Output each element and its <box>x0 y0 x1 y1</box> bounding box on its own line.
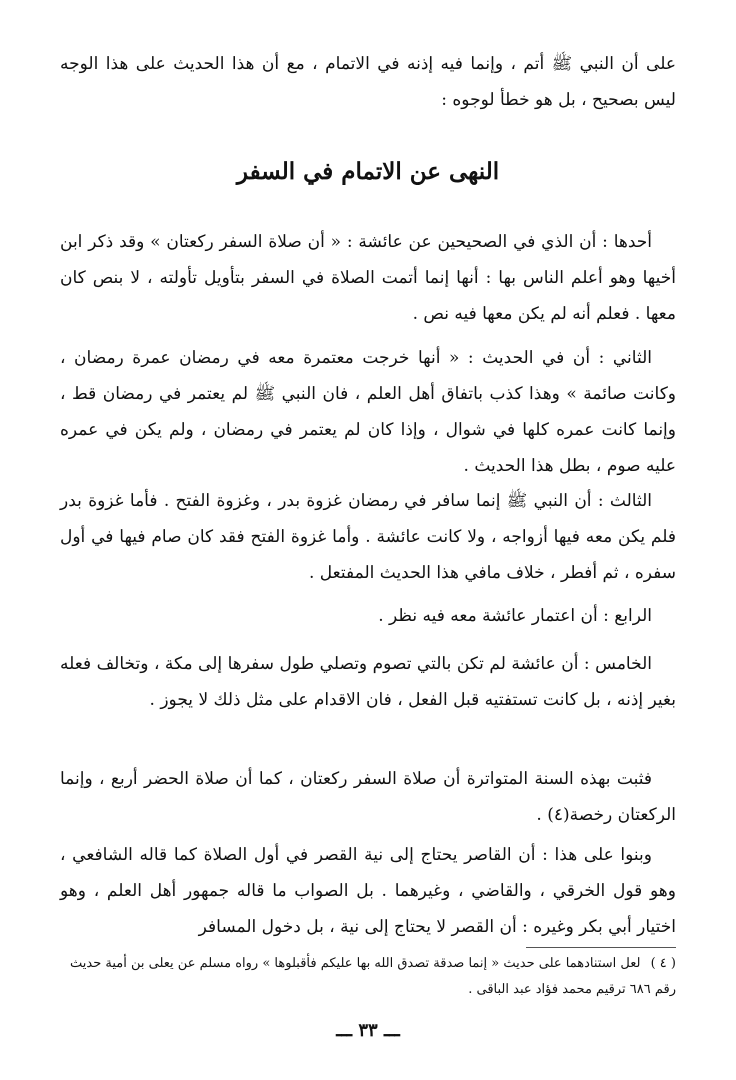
paragraph-fourth-reason: الرابع : أن اعتمار عائشة معه فيه نظر . <box>378 606 652 626</box>
footnote-number: ( ٤ ) <box>650 956 676 971</box>
paragraph-second-reason: الثاني : أن في الحديث : « أنها خرجت معتمرة معه في رمضان عمرة رمضان ، وكانت صائمة » وهذا كذب باتفاق أهل العلم ، فان النبي ﷺ لم يعتمر في رمضان قط ، وإنما كانت عمره كلها في شوال ، وإذا كان لم يعتمر في رمضان ، ولم يكن في عمره عليه صوم ، بطل هذا الحديث . <box>60 348 676 476</box>
page-number: ـــ ٣٣ ـــ <box>336 1020 400 1041</box>
section-heading: النهى عن الاتمام في السفر <box>236 158 500 185</box>
footnote <box>60 951 676 1003</box>
footnote-text: لعل استنادهما على حديث « إنما صدقة تصدق الله بها عليكم فأقبلوها » رواه مسلم عن يعلى بن أمية حديث رقم ٦٨٦ ترقيم محمد فؤاد عبد الباقى . <box>70 956 676 997</box>
paragraph-fifth-reason: الخامس : أن عائشة لم تكن بالتي تصوم وتصلي طول سفرها إلى مكة ، وتخالف فعله بغير إذنه ، بل كانت تستفتيه قبل الفعل ، فان الاقدام على مثل ذلك لا يجوز . <box>60 654 676 710</box>
paragraph-intention: وبنوا على هذا : أن القاصر يحتاج إلى نية القصر في أول الصلاة كما قاله الشافعي ، وهو قول الخرقي ، والقاضي ، وغيرهما . بل الصواب ما قاله جمهور أهل العلم ، وهو اختيار أبي بكر وغيره : أن القصر لا يحتاج إلى نية ، بل دخول المسافر <box>60 845 676 937</box>
intro-paragraph: على أن النبي ﷺ أتم ، وإنما فيه إذنه في الاتمام ، مع أن هذا الحديث على هذا الوجه ليس بصحيح ، بل هو خطأ لوجوه : <box>60 54 676 110</box>
paragraph-third-reason: الثالث : أن النبي ﷺ إنما سافر في رمضان غزوة بدر ، وغزوة الفتح . فأما غزوة بدر فلم يكن معه فيها أزواجه ، ولا كانت عائشة . وأما غزوة الفتح فقد كان صام فيها في أول سفره ، ثم أفطر ، خلاف مافي هذا الحديث المفتعل . <box>60 491 676 583</box>
paragraph-first-reason: أحدها : أن الذي في الصحيحين عن عائشة : « أن صلاة السفر ركعتان » وقد ذكر ابن أخيها وهو أعلم الناس بها : أنها إنما أتمت الصلاة في السفر بتأويل تأولته ، لا بنص كان معها . فعلم أنه لم يكن معها فيه نص . <box>60 232 676 324</box>
footnote-divider <box>526 947 676 948</box>
paragraph-conclusion: فثبت بهذه السنة المتواترة أن صلاة السفر ركعتان ، كما أن صلاة الحضر أربع ، وإنما الركعتان رخصة(٤) . <box>60 769 676 825</box>
